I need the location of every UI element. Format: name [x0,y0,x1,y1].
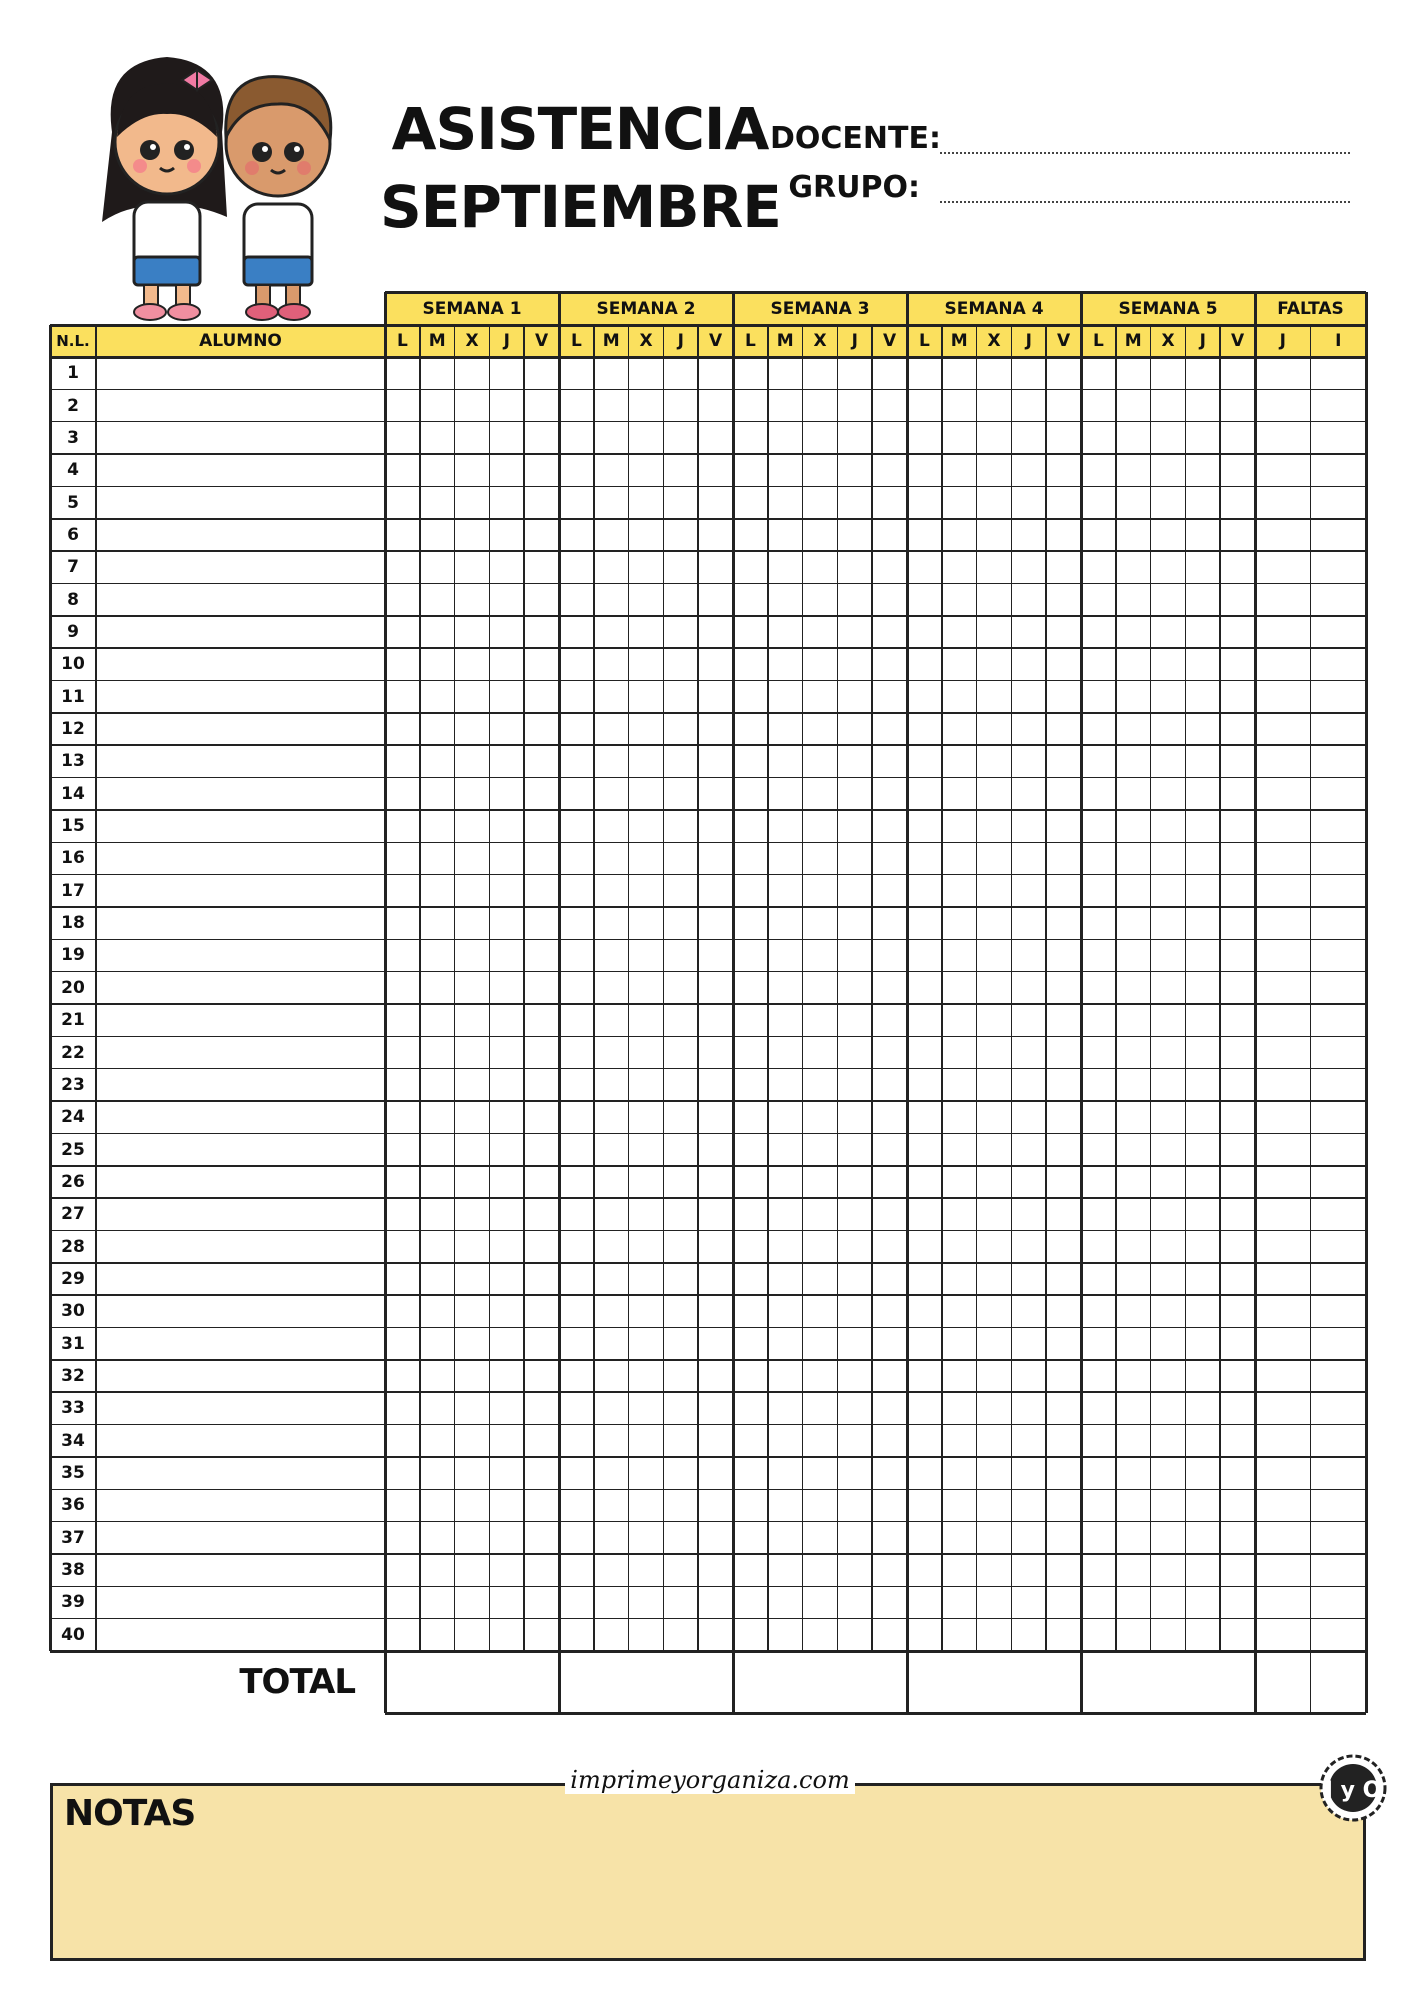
grid-line [49,325,52,1651]
grid-line [50,971,1366,973]
row-number: 15 [61,816,85,837]
grid-line [50,356,1366,359]
grid-line [663,325,665,1651]
day-header-w2-X: X [629,325,664,357]
row-number: 30 [61,1301,85,1322]
row-number: 24 [61,1107,85,1128]
grid-line [50,712,1366,714]
grupo-field[interactable] [940,201,1350,203]
row-number: 31 [61,1333,85,1354]
student-name-cell[interactable] [96,1522,385,1554]
grid-line [50,1618,1366,1620]
grid-line [767,325,769,1651]
day-header-w5-V: V [1220,325,1255,357]
grid-line [50,842,1366,844]
grid-line [1080,292,1083,1713]
student-name-cell[interactable] [96,1328,385,1360]
student-name-cell[interactable] [96,1263,385,1295]
student-name-cell[interactable] [96,454,385,486]
row-number: 38 [61,1560,85,1581]
title-line-2: SEPTIEMBRE [380,173,781,241]
student-name-cell[interactable] [96,1230,385,1262]
student-name-cell[interactable] [96,681,385,713]
notes-area[interactable] [50,1783,1366,1961]
brand-logo-icon [1318,1753,1388,1823]
grid-line [50,615,1366,617]
day-header-w4-X: X [977,325,1012,357]
student-name-cell[interactable] [96,875,385,907]
grid-line [50,744,1366,746]
grid-line [50,1424,1366,1426]
row-number: 21 [61,1010,85,1031]
school-kids-illustration [72,42,372,332]
grid-line [50,389,1366,391]
student-name-cell[interactable] [96,551,385,583]
day-header-w3-X: X [803,325,838,357]
grid-line [50,1521,1366,1523]
grid-line [454,325,456,1651]
day-header-w1-J: J [489,325,524,357]
day-header-w4-L: L [907,325,942,357]
logo-text: I y O [1324,1778,1382,1803]
student-name-cell[interactable] [96,842,385,874]
student-name-cell[interactable] [96,519,385,551]
student-name-cell[interactable] [96,1036,385,1068]
grid-line [50,1068,1366,1070]
grid-line [50,1650,1366,1653]
student-name-cell[interactable] [96,713,385,745]
nl-header: N.L. [50,325,96,357]
row-number: 16 [61,848,85,869]
student-name-cell[interactable] [96,1360,385,1392]
faltas-header: FALTAS [1255,292,1366,325]
week-header-3: SEMANA 3 [733,292,907,325]
student-name-cell[interactable] [96,1586,385,1618]
student-name-cell[interactable] [96,1392,385,1424]
grid-line [489,325,491,1651]
student-name-cell[interactable] [96,745,385,777]
grid-line [50,583,1366,585]
day-header-w2-L: L [559,325,594,357]
row-number: 9 [67,621,79,642]
total-label: TOTAL [239,1662,355,1702]
grid-line [1150,325,1152,1651]
grid-line [50,1100,1366,1102]
row-number: 12 [61,719,85,740]
grid-line [50,1294,1366,1296]
grid-line [50,939,1366,941]
grid-line [1310,325,1312,1713]
docente-label: DOCENTE: [770,121,941,156]
student-name-cell[interactable] [96,1619,385,1651]
row-number: 19 [61,945,85,966]
grid-line [50,1327,1366,1329]
week-header-5: SEMANA 5 [1081,292,1255,325]
student-name-cell[interactable] [96,810,385,842]
row-number: 37 [61,1527,85,1548]
row-number: 14 [61,783,85,804]
grid-line [732,292,735,1713]
grid-line [50,1262,1366,1264]
row-number: 39 [61,1592,85,1613]
day-header-w3-L: L [733,325,768,357]
row-number: 40 [61,1624,85,1645]
student-name-cell[interactable] [96,1133,385,1165]
day-header-w1-L: L [385,325,420,357]
grid-line [1115,325,1117,1651]
row-number: 25 [61,1139,85,1160]
row-number: 22 [61,1042,85,1063]
website-text: imprimeyorganiza.com [565,1766,855,1794]
grid-line [419,325,421,1651]
row-number: 8 [67,589,79,610]
grid-line [50,1489,1366,1491]
grid-line [593,325,595,1651]
grid-line [50,1586,1366,1588]
student-name-cell[interactable] [96,1198,385,1230]
row-number: 2 [67,395,79,416]
grid-line [384,292,387,1713]
day-header-w5-J: J [1185,325,1220,357]
student-name-cell[interactable] [96,1069,385,1101]
row-number: 32 [61,1366,85,1387]
grid-line [1219,325,1221,1651]
student-name-cell[interactable] [96,1166,385,1198]
row-number: 28 [61,1236,85,1257]
grid-line [95,325,97,1651]
student-name-cell[interactable] [96,648,385,680]
grid-line [50,647,1366,649]
grid-line [802,325,804,1651]
grid-line [837,325,839,1651]
attendance-table [50,292,1366,1732]
grid-line [1045,325,1047,1651]
grid-line [50,1003,1366,1005]
notes-title: NOTAS [64,1793,196,1834]
day-header-w3-J: J [837,325,872,357]
day-header-w1-X: X [455,325,490,357]
row-number: 17 [61,880,85,901]
grid-line [50,1036,1366,1038]
day-header-w2-M: M [594,325,629,357]
grid-line [1011,325,1013,1651]
row-number: 34 [61,1430,85,1451]
row-number: 18 [61,913,85,934]
row-number: 23 [61,1074,85,1095]
grid-line [50,1553,1366,1555]
faltas-col-I: I [1311,325,1367,357]
grid-line [385,1712,1366,1715]
grid-line [50,777,1366,779]
day-header-w5-M: M [1116,325,1151,357]
day-header-w4-M: M [942,325,977,357]
student-name-cell[interactable] [96,1489,385,1521]
day-header-w4-V: V [1046,325,1081,357]
faltas-col-J: J [1255,325,1311,357]
row-number: 26 [61,1171,85,1192]
day-header-w1-M: M [420,325,455,357]
grid-line [50,1230,1366,1232]
row-number: 13 [61,751,85,772]
day-header-w2-J: J [663,325,698,357]
grid-line [50,324,1366,327]
grid-line [50,518,1366,520]
grid-line [50,550,1366,552]
row-number: 3 [67,427,79,448]
grid-line [50,453,1366,455]
alumno-header: ALUMNO [96,325,385,357]
title-line-1: ASISTENCIA [391,95,769,163]
student-name-cell[interactable] [96,1554,385,1586]
row-number: 5 [67,492,79,513]
row-number: 1 [67,363,79,384]
grid-line [50,809,1366,811]
row-number: 6 [67,524,79,545]
grid-line [628,325,630,1651]
student-name-cell[interactable] [96,389,385,421]
day-header-w5-L: L [1081,325,1116,357]
student-name-cell[interactable] [96,1101,385,1133]
row-number: 7 [67,557,79,578]
row-number: 33 [61,1398,85,1419]
grid-line [558,292,561,1713]
day-header-w3-M: M [768,325,803,357]
student-name-cell[interactable] [96,1295,385,1327]
student-name-cell[interactable] [96,422,385,454]
row-number: 11 [61,686,85,707]
grid-line [50,1391,1366,1393]
grid-line [50,1197,1366,1199]
student-name-cell[interactable] [96,357,385,389]
grid-line [385,291,1366,294]
week-header-1: SEMANA 1 [385,292,559,325]
grid-line [50,1456,1366,1458]
week-header-4: SEMANA 4 [907,292,1081,325]
day-header-w5-X: X [1151,325,1186,357]
grid-line [50,1133,1366,1135]
grid-line [697,325,699,1651]
grupo-label: GRUPO: [788,170,920,205]
grid-line [906,292,909,1713]
grid-line [1254,292,1257,1713]
row-number: 36 [61,1495,85,1516]
row-number: 29 [61,1268,85,1289]
grid-line [50,680,1366,682]
day-header-w4-J: J [1011,325,1046,357]
student-name-cell[interactable] [96,1004,385,1036]
grid-line [50,874,1366,876]
grid-line [871,325,873,1651]
student-name-cell[interactable] [96,972,385,1004]
docente-field[interactable] [940,152,1350,154]
row-number: 20 [61,977,85,998]
grid-line [523,325,525,1651]
row-number: 4 [67,460,79,481]
student-name-cell[interactable] [96,939,385,971]
day-header-w1-V: V [524,325,559,357]
week-header-2: SEMANA 2 [559,292,733,325]
grid-line [50,906,1366,908]
student-name-cell[interactable] [96,583,385,615]
grid-line [1185,325,1187,1651]
student-name-cell[interactable] [96,616,385,648]
row-number: 10 [61,654,85,675]
grid-line [976,325,978,1651]
grid-line [941,325,943,1651]
grid-line [1365,292,1368,1713]
day-header-w3-V: V [872,325,907,357]
student-name-cell[interactable] [96,778,385,810]
student-name-cell[interactable] [96,1425,385,1457]
grid-line [50,1359,1366,1361]
row-number: 35 [61,1463,85,1484]
row-number: 27 [61,1204,85,1225]
student-name-cell[interactable] [96,1457,385,1489]
grid-line [50,486,1366,488]
day-header-w2-V: V [698,325,733,357]
grid-line [50,1165,1366,1167]
grid-line [50,421,1366,423]
student-name-cell[interactable] [96,486,385,518]
student-name-cell[interactable] [96,907,385,939]
